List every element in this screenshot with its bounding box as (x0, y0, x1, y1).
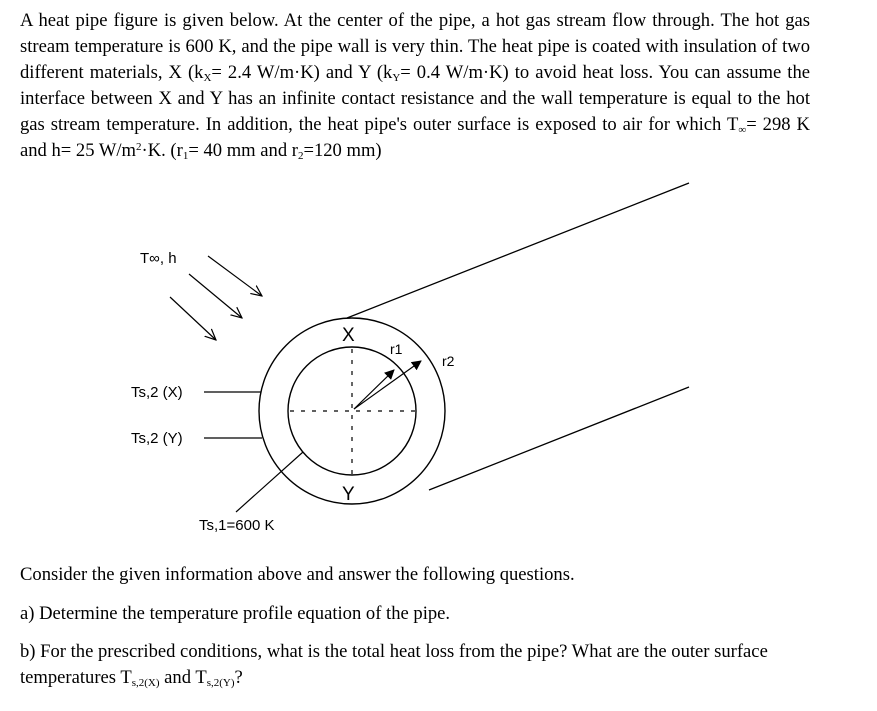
ts2x-subscript: s,2(X) (131, 677, 160, 689)
statement-part-6: = 40 mm and r (188, 140, 298, 161)
pipe-top-edge (347, 183, 689, 318)
statement-part-7: =120 mm) (303, 140, 382, 161)
tinf-subscript: ∞ (738, 124, 747, 136)
inner-wall-circle (288, 347, 416, 475)
question-a: a) Determine the temperature profile equation of the pipe. (20, 603, 451, 624)
air-flow-arrow-2 (189, 274, 242, 318)
ts1-label: Ts,1=600 K (199, 517, 275, 534)
question-b-part-2: and T (159, 667, 207, 688)
tinf-h-label: T∞, h (140, 250, 177, 267)
r1-subscript: 1 (182, 150, 189, 162)
ts2-y-label: Ts,2 (Y) (131, 430, 183, 447)
ts2y-subscript: s,2(Y) (206, 677, 235, 689)
r1-arrow (354, 370, 394, 409)
r2-subscript: 2 (297, 150, 304, 162)
statement-part-2: = 2.4 W/m·K) and Y (k (211, 62, 393, 83)
r2-label: r2 (442, 353, 455, 369)
question-b-part-1: b) For the prescribed conditions, what is the total heat loss from the pipe? What are the outer surface temperatures T (20, 641, 768, 688)
pipe-bottom-edge (429, 387, 689, 490)
statement-part-5: ·K. (r (141, 140, 183, 161)
x-region-label: X (342, 325, 355, 346)
r1-label: r1 (390, 341, 403, 357)
statement-part-4: = 298 K and h= 25 W/m (20, 114, 810, 161)
ts2-x-label: Ts,2 (X) (131, 384, 183, 401)
statement-part-1: A heat pipe figure is given below. At the center of the pipe, a hot gas stream flow through. The hot gas stream temperature is 600 K, and the pipe wall is very thin. The heat pipe is coated with insulation of two different materials, X (k (20, 10, 810, 83)
air-flow-arrow-3 (170, 297, 216, 340)
kx-subscript: X (203, 72, 212, 84)
question-b-part-3: ? (234, 667, 243, 688)
air-flow-arrow-1 (208, 256, 262, 296)
statement-part-3: = 0.4 W/m·K) to avoid heat loss. You can assume the interface between X and Y has an infinite contact resistance and the wall temperature is equal to the hot gas stream temperature. In addition, the heat pipe's outer surface is exposed to air for which T (20, 62, 810, 135)
y-region-label: Y (342, 484, 355, 505)
questions-intro: Consider the given information above and answer the following questions. (20, 564, 575, 585)
ky-subscript: Y (392, 72, 401, 84)
question-b (20, 639, 820, 691)
m2-superscript: 2 (136, 141, 142, 153)
